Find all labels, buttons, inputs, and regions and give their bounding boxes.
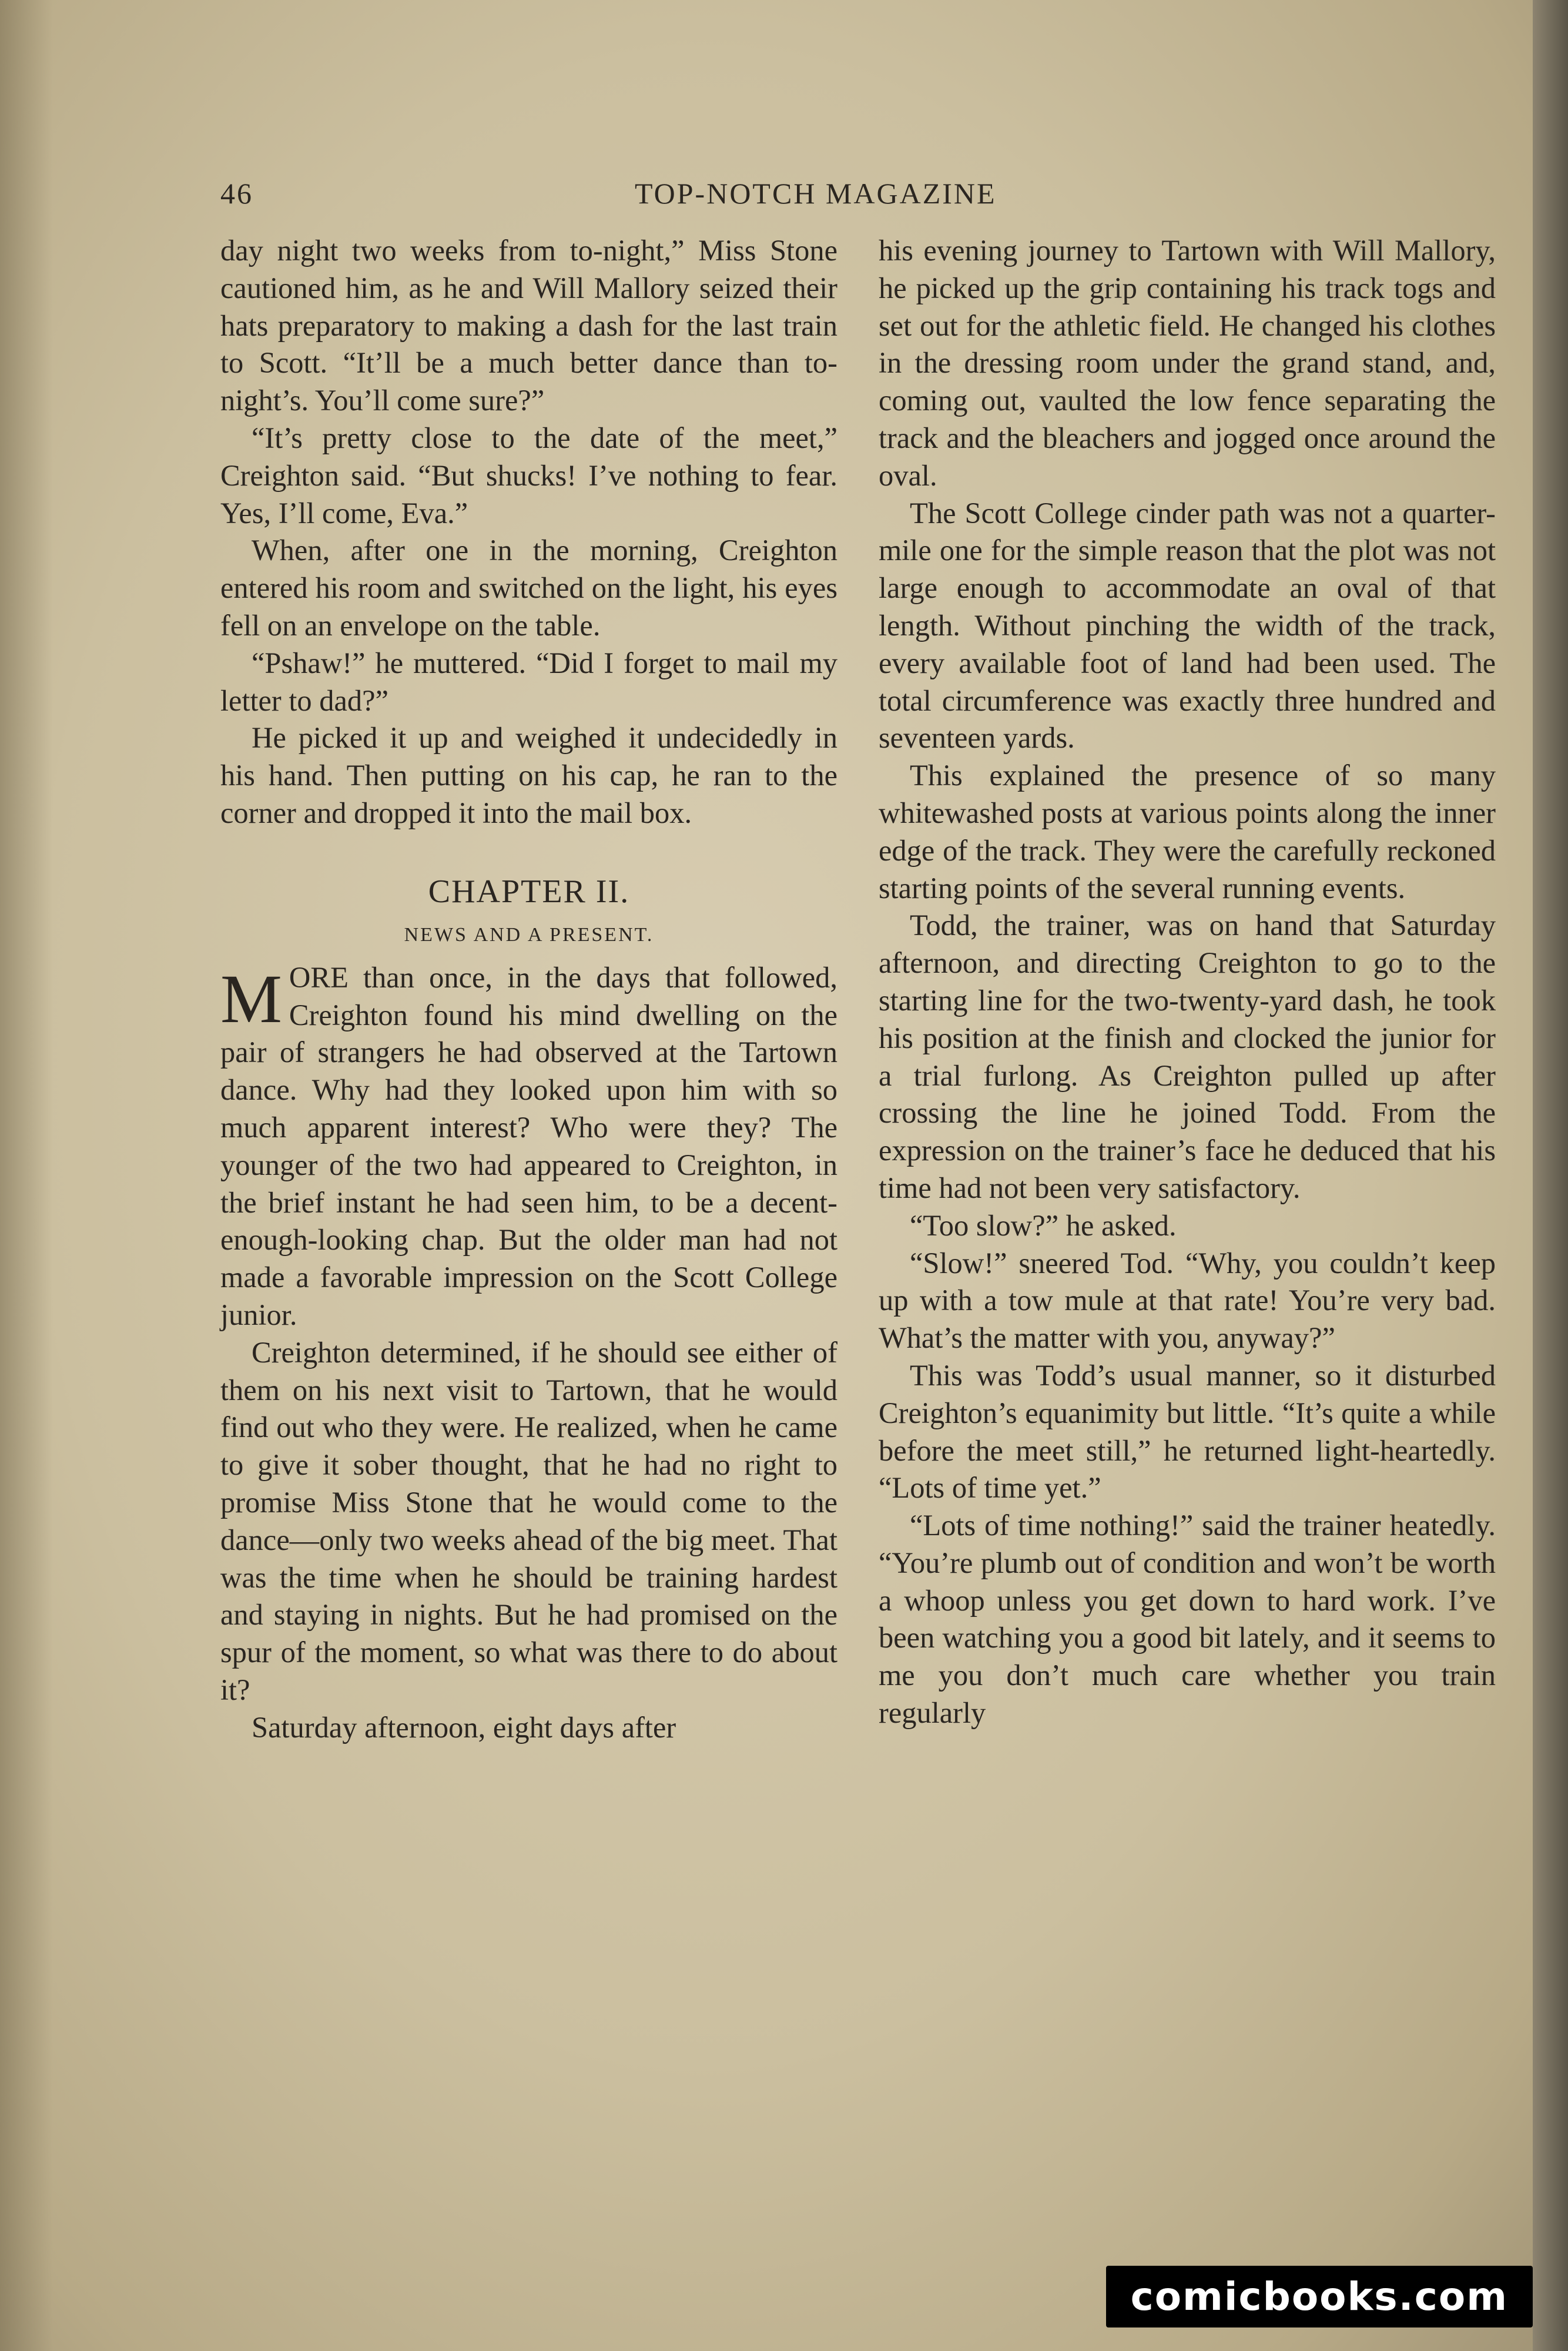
paragraph: “Slow!” sneered Tod. “Why, you couldn’t keep up with a tow mule at that rate! You’re very bad. What’s the matter with you, anyway?”: [879, 1246, 1496, 1355]
paragraph: “Lots of time nothing!” said the trainer heatedly. “You’re plumb out of condition and won’t be worth a whoop unless you get down to hard work. I’ve been watching you a good bit lately, and it seems to me you don’t much care whether you train regularly: [879, 1509, 1496, 1730]
left-column: [220, 232, 837, 2142]
paragraph-text: ORE than once, in the days that followed, Creighton found his mind dwelling on the pair of strangers he had observed at the Tartown dance. Why had they looked upon him with so much apparent interest? Who were they? The younger of the two had appeared to Creighton, in the brief instant he had seen him, to be a decent-enough-looking chap. But the older man had not made a favorable impression on the Scott College junior.: [220, 960, 837, 1331]
paragraph: “It’s pretty close to the date of the meet,” Creighton said. “But shucks! I’ve nothing to fear. Yes, I’ll come, Eva.”: [220, 421, 837, 530]
paragraph: his evening journey to Tartown with Will Mallory, he picked up the grip containing his track togs and set out for the athletic field. He changed his clothes in the dressing room under the grand stand, and, coming out, vaulted the low fence separating the track and the bleachers and jogged once around the oval.: [879, 234, 1496, 492]
paragraph: The Scott College cinder path was not a quarter-mile one for the simple reason that the plot was not large enough to accommodate an oval of that length. Without pinching the width of the track, every available foot of land had been used. The total circumference was exactly three hundred and seventeen yards.: [879, 496, 1496, 755]
paragraph-with-dropcap: [220, 959, 837, 1334]
chapter-title: CHAPTER II.: [428, 873, 630, 910]
page-edge-shadow: [0, 0, 53, 2351]
paragraph: This was Todd’s usual manner, so it disturbed Creighton’s equanimity but little. “It’s quite a while before the meet still,” he returned light-heartedly. “Lots of time yet.”: [879, 1358, 1496, 1505]
paragraph: Creighton determined, if he should see either of them on his next visit to Tartown, that he would find out who they were. He realized, when he came to give it sober thought, that he had no right to promise Miss Stone that he would come to the dance—only two weeks ahead of the big meet. That was the time when he should be training hardest and staying in nights. But he had promised on the spur of the moment, so what was there to do about it?: [220, 1335, 837, 1706]
paragraph: “Pshaw!” he muttered. “Did I forget to mail my letter to dad?”: [220, 646, 837, 717]
running-title: TOP-NOTCH MAGAZINE: [635, 177, 997, 210]
site-watermark: comicbooks.com: [1106, 2266, 1533, 2327]
paragraph: day night two weeks from to-night,” Miss Stone cautioned him, as he and Will Mallory seized their hats preparatory to making a dash for the last train to Scott. “It’ll be a much better dance than to-night’s. You’ll come sure?”: [220, 234, 837, 417]
paragraph: This explained the presence of so many whitewashed posts at various points along the inner edge of the track. They were the carefully reckoned starting points of the several running events.: [879, 759, 1496, 905]
paragraph: “Too slow?” he asked.: [910, 1208, 1177, 1242]
paragraph: When, after one in the morning, Creighton entered his room and switched on the light, his eyes fell on an envelope on the table.: [220, 534, 837, 642]
chapter-subtitle: NEWS AND A PRESENT.: [404, 923, 654, 946]
binding-edge: [1533, 0, 1568, 2351]
paragraph: Saturday afternoon, eight days after: [252, 1710, 676, 1744]
right-column: [879, 232, 1496, 2142]
page-number: 46: [220, 177, 253, 210]
running-header: [220, 176, 1502, 223]
paragraph: He picked it up and weighed it undecidedly in his hand. Then putting on his cap, he ran to the corner and dropped it into the mail box.: [220, 721, 837, 829]
drop-cap: M: [220, 960, 282, 1037]
paragraph: Todd, the trainer, was on hand that Saturday afternoon, and directing Creighton to go to the starting line for the two-twenty-yard dash, he took his position at the finish and clocked the junior for a trial furlong. As Creighton pulled up after crossing the line he joined Todd. From the expression on the trainer’s face he deduced that his time had not been very satisfactory.: [879, 909, 1496, 1204]
